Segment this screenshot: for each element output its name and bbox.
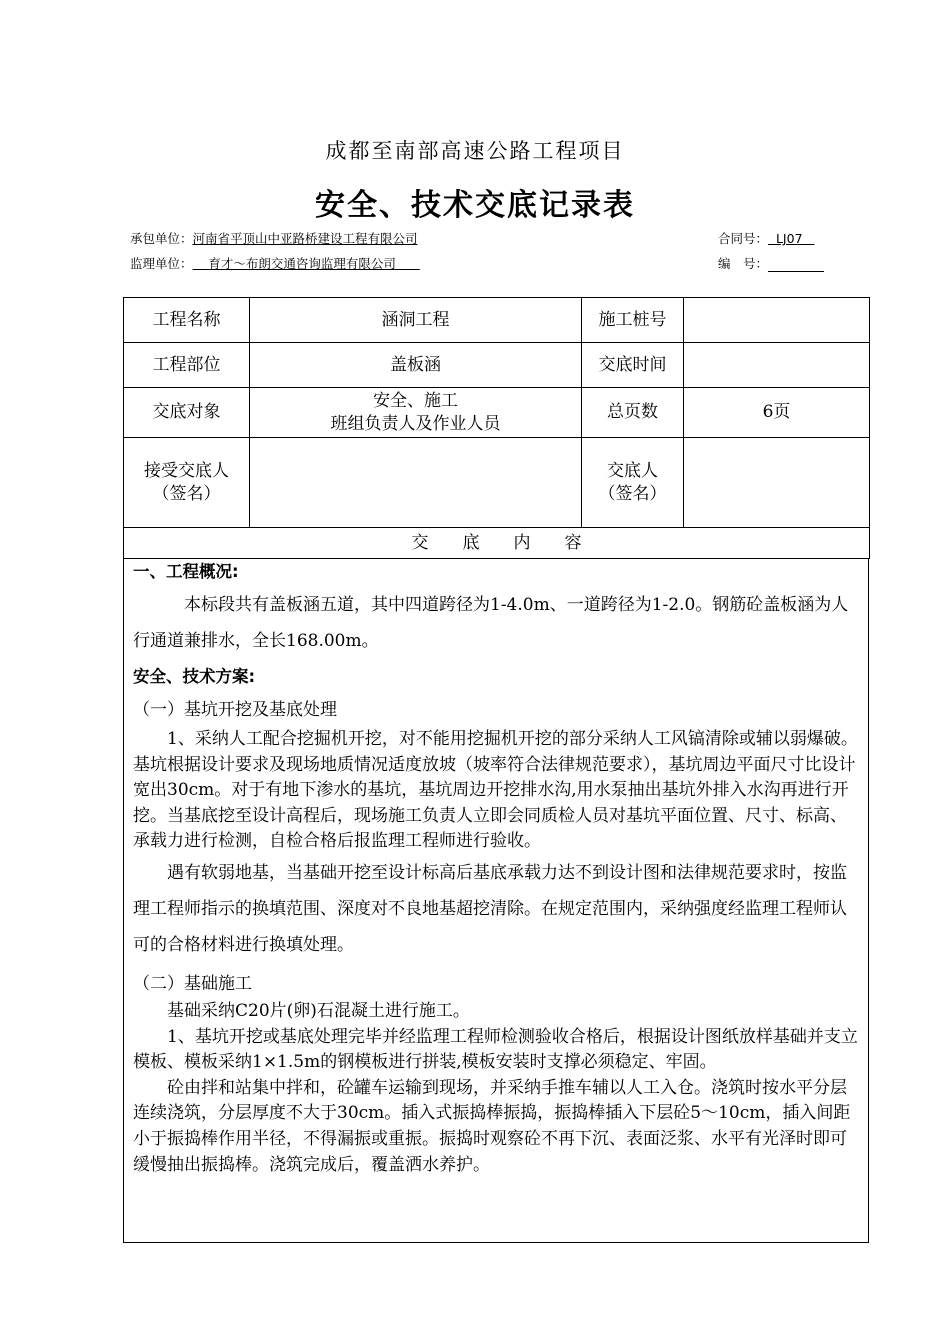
part-label: 工程部位 <box>124 343 250 388</box>
content-heading: 交 底 内 容 <box>124 528 870 559</box>
project-name-label: 工程名称 <box>124 298 250 343</box>
target-value-line1: 安全、施工 <box>373 390 458 411</box>
receiver-label-line1: 接受交底人 <box>144 460 229 481</box>
part-value: 盖板涵 <box>250 343 582 388</box>
receiver-label <box>124 438 250 528</box>
target-value <box>250 388 582 438</box>
station-label: 施工桩号 <box>582 298 684 343</box>
receiver-signature <box>250 438 582 528</box>
serial-no-blank <box>768 259 824 272</box>
receiver-label-line2: （签名） <box>152 483 221 504</box>
giver-label-line1: 交底人 <box>607 460 658 481</box>
target-label: 交底对象 <box>124 388 250 438</box>
supervisor-line <box>130 254 420 272</box>
sec1-title: 一、工程概况: <box>133 562 239 581</box>
serial-no-label: 编 号： <box>718 256 769 271</box>
sub1-paragraph1: 1、采纳人工配合挖掘机开挖，对不能用挖掘机开挖的部分采纳人工风镐清除或辅以弱爆破。基坑根据设计要求及现场地质情况适度放坡（坡率符合法律规范要求），基坑周边平面尺寸比设计宽出30cm。对于有地下渗水的基坑，基坑周边开挖排水沟,用水泵抽出基坑外排入水沟再进行开挖。当基底挖至设计高程后，现场施工负责人立即会同质检人员对基坑平面位置、尺寸、标高、承载力进行检测，自检合格后报监理工程师进行验收。 <box>133 729 858 852</box>
sub2-paragraph2: 砼由拌和站集中拌和，砼罐车运输到现场，并采纳手推车辅以人工入仓。浇筑时按水平分层连续浇筑，分层厚度不大于30cm。插入式振捣棒振捣，振捣棒插入下层砼5～10cm，插入间距小于振捣棒作用半径，不得漏振或重振。振捣时观察砼不再下沉、表面泛浆、水平有光泽时即可缓慢抽出振捣棒。浇筑完成后，覆盖洒水养护。 <box>133 1077 851 1175</box>
giver-label-line2: （签名） <box>598 483 667 504</box>
supervisor-text: 育才～布朗交通咨询监理有限公司 <box>208 256 396 271</box>
form-title: 安全、技术交底记录表 <box>315 188 635 223</box>
station-value <box>684 298 870 343</box>
content-body <box>123 559 869 1243</box>
serial-no-line <box>718 254 824 272</box>
contract-no-label: 合同号： <box>718 231 769 246</box>
info-table <box>123 297 870 559</box>
contractor-line <box>130 229 418 247</box>
pages-value: 6页 <box>684 388 870 438</box>
date-value <box>684 343 870 388</box>
contract-no-text: LJ07 <box>775 231 803 246</box>
project-name-value: 涵洞工程 <box>250 298 582 343</box>
date-label: 交底时间 <box>582 343 684 388</box>
sub2-paragraph0: 基础采纳C20片(卵)石混凝土进行施工。 <box>167 1000 470 1021</box>
giver-signature <box>684 438 870 528</box>
contractor-label: 承包单位： <box>130 231 193 246</box>
sub2-paragraph1: 1、基坑开挖或基底处理完毕并经监理工程师检测验收合格后，根据设计图纸放样基础并支立模板、模板采纳1×1.5m的钢模板进行拼装,模板安装时支撑必须稳定、牢固。 <box>133 1026 858 1073</box>
sub2-title: （二）基础施工 <box>133 973 252 994</box>
project-name: 成都至南部高速公路工程项目 <box>325 139 625 163</box>
supervisor-value <box>193 256 420 271</box>
sec2-title: 安全、技术方案: <box>133 667 256 686</box>
pages-label: 总页数 <box>582 388 684 438</box>
sub1-title: （一）基坑开挖及基底处理 <box>133 700 337 720</box>
contract-no-line <box>718 229 814 247</box>
contract-no-value <box>768 231 814 246</box>
sec1-paragraph: 本标段共有盖板涵五道，其中四道跨径为1-4.0m、一道跨径为1-2.0。钢筋砼盖板涵为人行通道兼排水，全长168.00m。 <box>133 595 849 651</box>
target-value-line2: 班组负责人及作业人员 <box>330 413 501 434</box>
sub1-paragraph2: 遇有软弱地基，当基础开挖至设计标高后基底承载力达不到设计图和法律规范要求时，按监理工程师指示的换填范围、深度对不良地基超挖清除。在规定范围内，采纳强度经监理工程师认可的合格材料进行换填处理。 <box>133 862 847 955</box>
contractor-value: 河南省平顶山中亚路桥建设工程有限公司 <box>192 231 418 246</box>
supervisor-label: 监理单位： <box>130 256 193 271</box>
giver-label <box>582 438 684 528</box>
